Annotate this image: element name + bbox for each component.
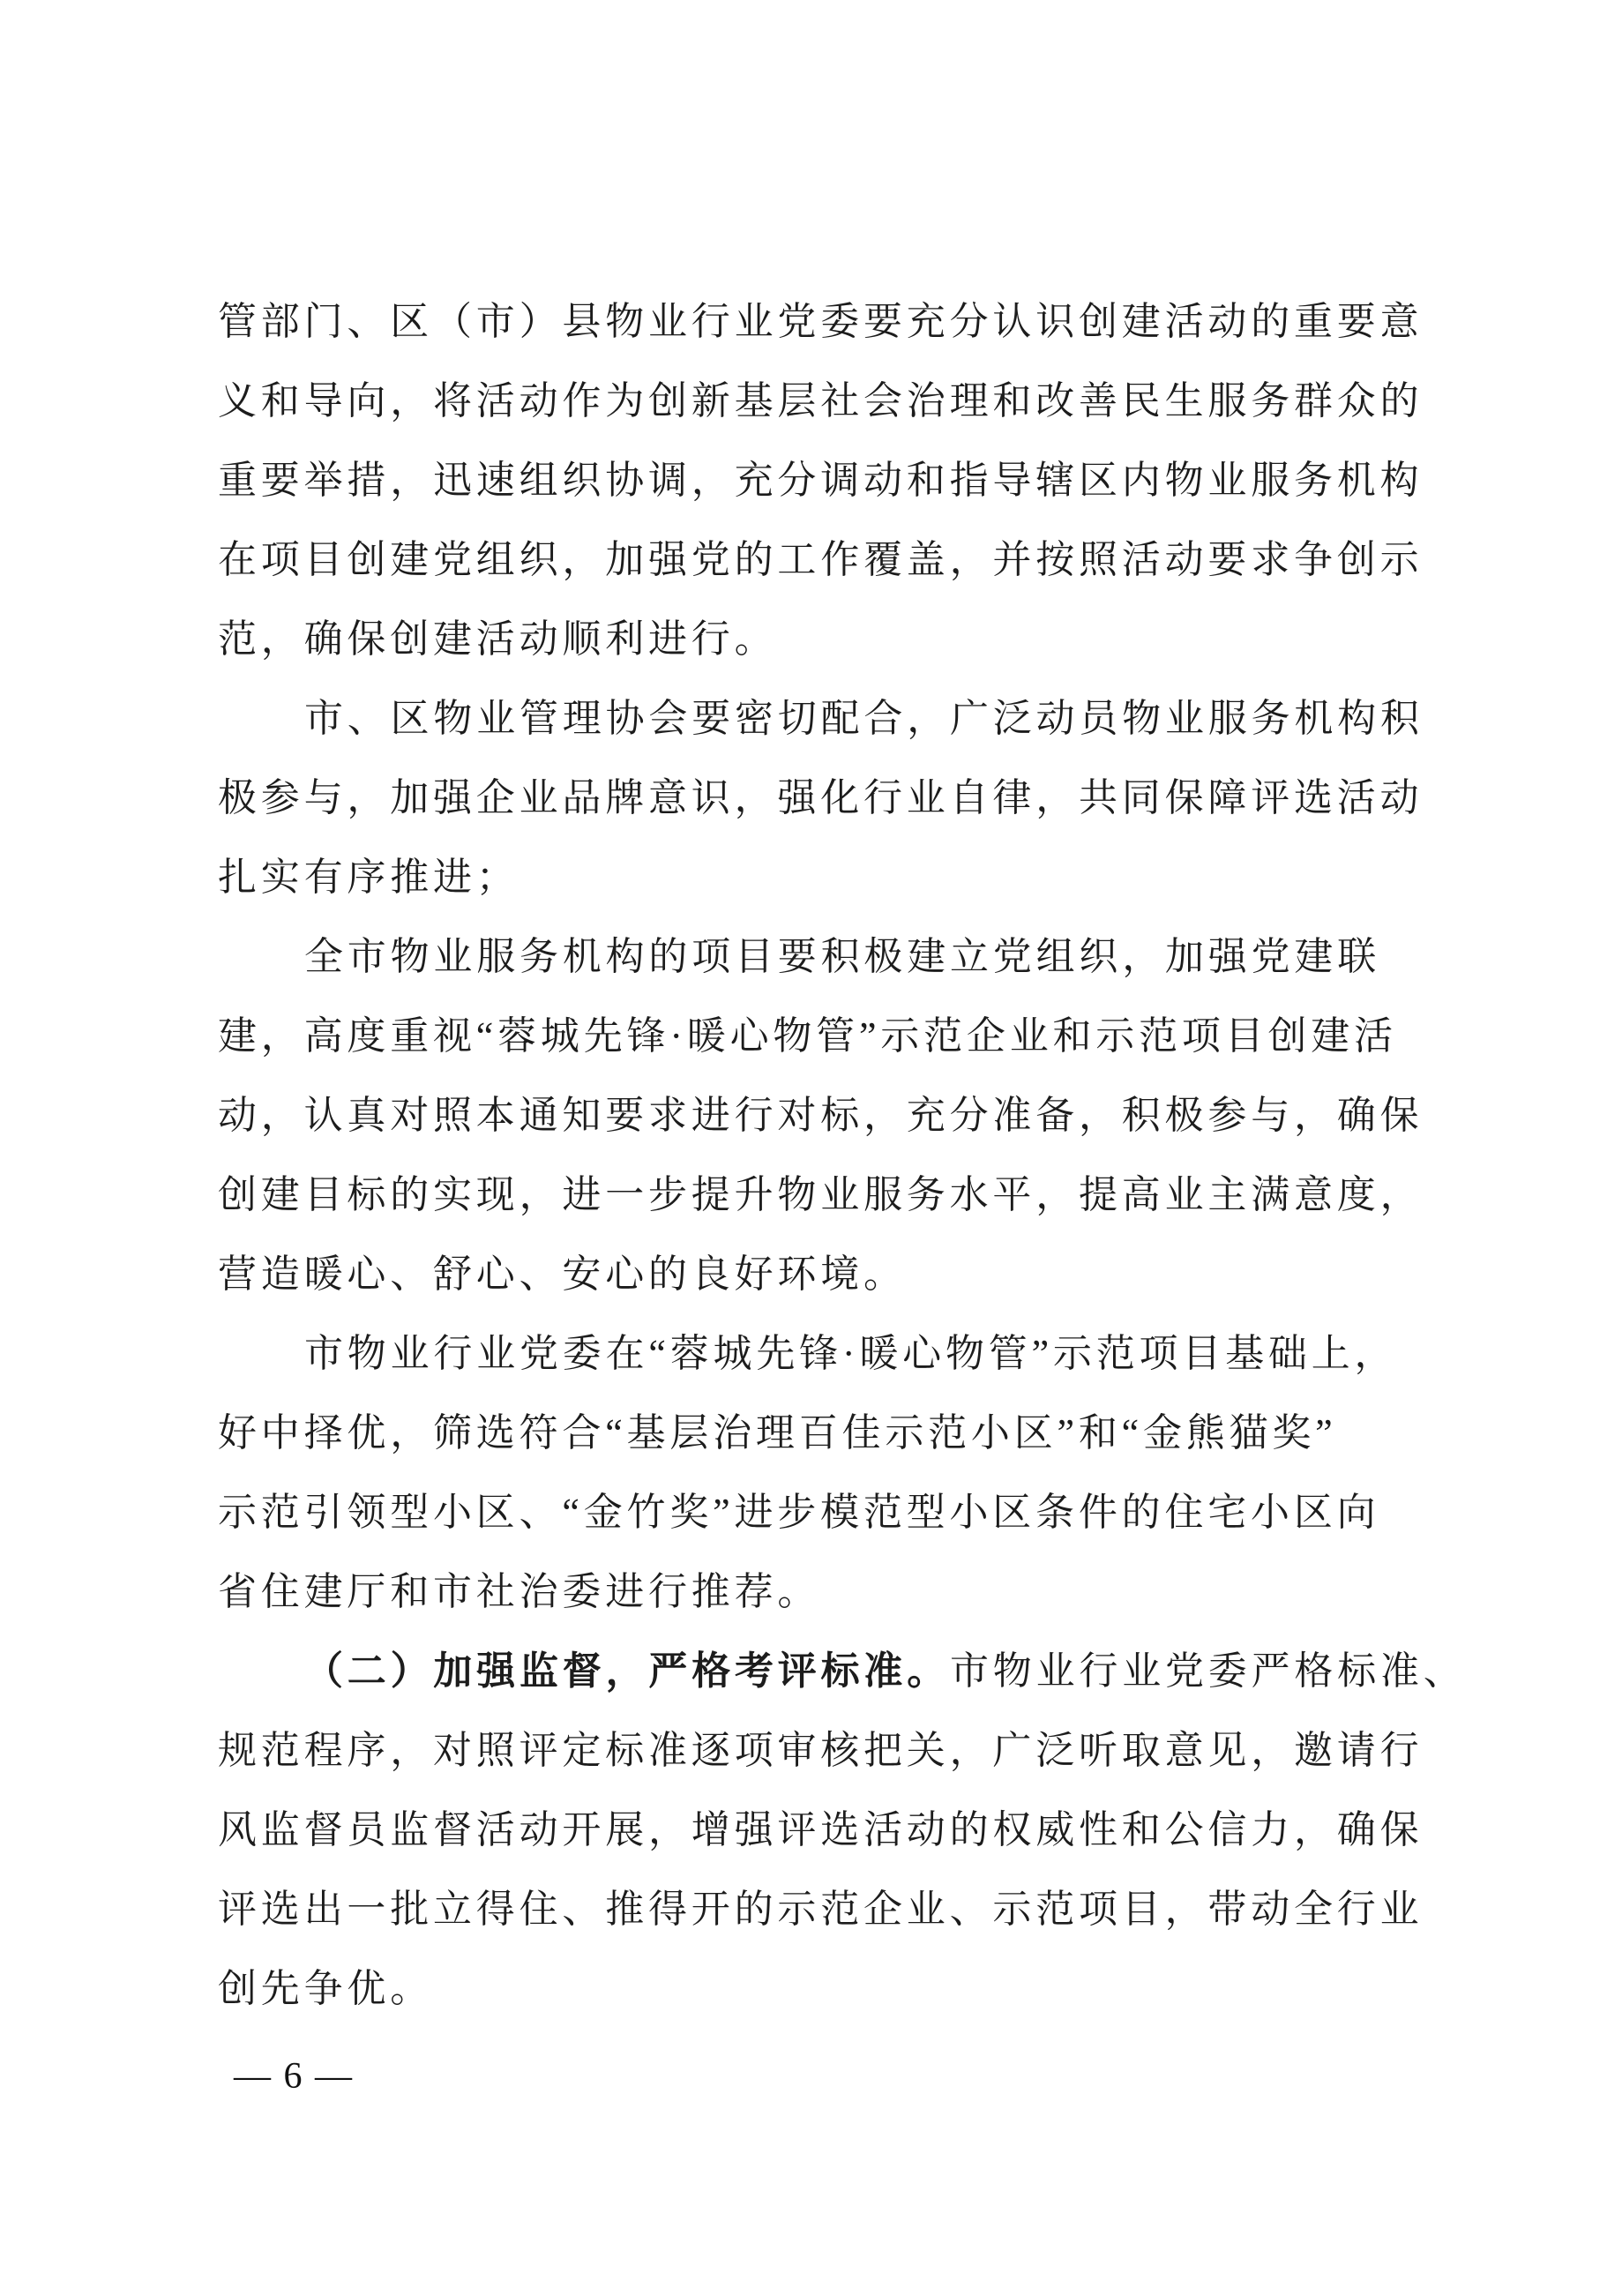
text-line: 营造暖心、舒心、安心的良好环境。: [218, 1253, 907, 1296]
text-line: [218, 1632, 1470, 1711]
text-line: 重要举措，迅速组织协调，充分调动和指导辖区内物业服务机构: [218, 459, 1424, 502]
text-line: 规范程序，对照评定标准逐项审核把关，广泛听取意见，邀请行: [218, 1729, 1424, 1772]
text-line: 市、区物业管理协会要密切配合，广泛动员物业服务机构积: [304, 697, 1424, 740]
text-line: 扎实有序推进；: [218, 856, 519, 899]
text-line: 省住建厅和市社治委进行推荐。: [218, 1570, 821, 1613]
text-run: 市物业行业党委严格标准、: [950, 1649, 1467, 1693]
paragraph: [218, 282, 1470, 679]
text-line: 范，确保创建活动顺利进行。: [218, 617, 778, 661]
text-line: 管部门、区（市）县物业行业党委要充分认识创建活动的重要意: [218, 300, 1424, 343]
text-line: 好中择优，筛选符合“基层治理百佳示范小区”和“金熊猫奖”: [218, 1411, 1337, 1455]
text-line: 动，认真对照本通知要求进行对标，充分准备，积极参与，确保: [218, 1094, 1424, 1137]
text-line: 示范引领型小区、“金竹奖”进步模范型小区条件的住宅小区向: [218, 1491, 1380, 1534]
paragraph: [218, 1632, 1470, 2029]
text-line: 评选出一批立得住、推得开的示范企业、示范项目，带动全行业: [218, 1888, 1424, 1931]
text-line: 风监督员监督活动开展，增强评选活动的权威性和公信力，确保: [218, 1808, 1424, 1851]
text-line: 极参与，加强企业品牌意识，强化行业自律，共同保障评选活动: [218, 776, 1424, 819]
text-line: 建，高度重视“蓉城先锋·暖心物管”示范企业和示范项目创建活: [218, 1014, 1397, 1058]
text-line: 市物业行业党委在“蓉城先锋·暖心物管”示范项目基础上，: [304, 1332, 1398, 1375]
paragraph: [218, 917, 1470, 1314]
text-line: 义和导向，将活动作为创新基层社会治理和改善民生服务群众的: [218, 379, 1424, 423]
page-number: — 6 —: [234, 2056, 354, 2097]
body-text: [218, 282, 1470, 2029]
paragraph: [218, 1314, 1470, 1632]
text-line: 全市物业服务机构的项目要积极建立党组织，加强党建联: [304, 935, 1380, 978]
section-heading: （二）加强监督，严格考评标准。: [304, 1649, 950, 1693]
text-line: 创先争优。: [218, 1967, 433, 2010]
paragraph: [218, 679, 1470, 917]
text-line: 在项目创建党组织，加强党的工作覆盖，并按照活动要求争创示: [218, 538, 1424, 581]
text-line: 创建目标的实现，进一步提升物业服务水平，提高业主满意度，: [218, 1173, 1424, 1216]
